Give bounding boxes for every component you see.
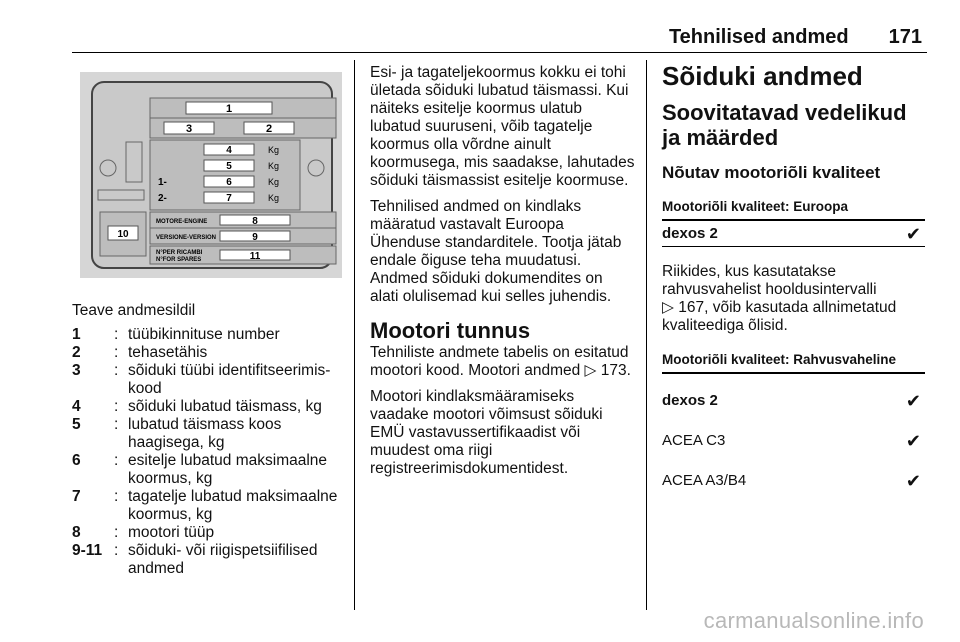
plate-unit: Kg	[268, 193, 280, 203]
link-page-167[interactable]: 167, võib kasutada allnimetatud kvaliteediga õlisid.	[662, 299, 897, 334]
heading-engine-id: Mootori tunnus	[370, 318, 531, 343]
plate-label-spares-2: N°FOR SPARES	[156, 257, 202, 263]
note-international-interval: Riikides, kus kasutatakse rahvusvahelist hooldusintervalli ▷ 167, võib kasutada allnimetatud kvaliteediga õlisid.	[662, 263, 897, 334]
identification-plate	[80, 72, 342, 278]
plate-label-spares-1: N°PER RICAMBI	[156, 250, 203, 256]
page-ref-icon: ▷	[584, 362, 597, 379]
header-title: Tehnilised andmed	[668, 26, 849, 48]
link-page-173[interactable]: 173.	[600, 362, 631, 379]
column-divider	[354, 60, 355, 610]
legend-item: 6 : esitelje lubatud maksimaalne koormus, kg	[72, 452, 328, 487]
legend-item: 2 : tehasetähis	[72, 344, 208, 361]
plate-field-7: 7	[226, 193, 232, 204]
paragraph-engine-determination: Mootori kindlaksmääramiseks vaadake mootori võimsust sõiduki EMÜ vastavussertifikaadist või muudest oma riigi registreerimisdokumentidest.	[370, 388, 603, 477]
plate-label-version: VERSIONE-VERSION	[156, 235, 217, 241]
table-row: dexos 2 ✔	[662, 391, 921, 411]
plate-field-10: 10	[117, 229, 129, 240]
legend-item: 1 : tüübikinnituse number	[72, 326, 280, 343]
column-divider	[646, 60, 647, 610]
plate-row7-prefix: 2-	[158, 193, 167, 204]
plate-label-engine: MOTORE-ENGINE	[156, 219, 208, 225]
plate-field-3: 3	[185, 123, 193, 135]
plate-unit: Kg	[268, 161, 280, 171]
legend-item: 3 : sõiduki tüübi identifitseerimis-kood	[72, 362, 331, 397]
figure-caption: Teave andmesildil	[72, 302, 196, 319]
column-left	[72, 62, 342, 578]
column-middle	[370, 64, 635, 486]
column-right	[662, 60, 925, 494]
legend-item: 7 : tagatelje lubatud maksimaalne koormus, kg	[72, 488, 338, 523]
paragraph-axle-load: Esi- ja tagateljekoormus kokku ei tohi ületada sõiduki lubatud täismassi. Kui näiteks esitelje koormus ulatub lubatud suuruseni, võib tagatelje koormus olla võrdne ainult koormusega, mis saadakse, lahutades sõiduki täismassist esitelje koormuse.	[370, 64, 635, 189]
check-icon: ✔	[905, 391, 921, 411]
page-header	[669, 26, 922, 49]
plate-legend	[72, 326, 342, 578]
page-number: 171	[888, 26, 922, 48]
legend-item: 4 : sõiduki lubatud täismass, kg	[72, 398, 322, 415]
identification-plate-figure	[80, 72, 342, 278]
watermark: carmanualsonline.info	[703, 608, 924, 633]
plate-field-11: 11	[249, 251, 261, 262]
plate-field-2: 2	[265, 123, 273, 135]
plate-field-4: 4	[226, 145, 232, 156]
table-europe-header: Mootoriõli kvaliteet: Euroopa	[662, 198, 925, 221]
plate-row6-prefix: 1-	[158, 177, 167, 188]
page-ref-icon: ▷	[662, 299, 674, 316]
table-row: dexos 2 ✔	[662, 221, 925, 247]
plate-field-5: 5	[226, 161, 232, 172]
table-row: ACEA C3 ✔	[662, 431, 921, 451]
legend-item: 5 : lubatud täismass koos haagisega, kg	[72, 416, 282, 451]
plate-field-9: 9	[252, 232, 258, 243]
table-row: ACEA A3/B4 ✔	[662, 471, 921, 491]
plate-unit: Kg	[268, 177, 280, 187]
table-international-header: Mootoriõli kvaliteet: Rahvusvaheline	[662, 351, 925, 374]
header-rule	[72, 52, 927, 53]
section-title: Sõiduki andmed	[662, 61, 863, 91]
check-icon: ✔	[905, 471, 921, 491]
subsection-title: Soovitatavad vedelikud ja määrded	[662, 100, 907, 150]
check-icon: ✔	[905, 431, 921, 451]
plate-unit: Kg	[268, 145, 280, 155]
legend-item: 8 : mootori tüüp	[72, 524, 215, 541]
paragraph-standards: Tehnilised andmed on kindlaks määratud vastavalt Euroopa Ühenduse standarditele. Tootja jätab endale õiguse teha muudatusi. Andmed sõiduki dokumendites on alati olulisemad kui selles juhendis.	[370, 198, 622, 305]
plate-field-6: 6	[226, 177, 232, 188]
check-icon: ✔	[905, 223, 921, 244]
plate-field-8: 8	[252, 216, 258, 227]
oil-quality-heading: Nõutav mootoriõli kvaliteet	[662, 163, 881, 182]
paragraph-engine-code: Tehniliste andmete tabelis on esitatud mootori kood. Mootori andmed ▷ 173.	[370, 344, 631, 379]
legend-item: 9-11 : sõiduki- või riigispetsiifilised andmed	[72, 542, 318, 577]
plate-field-1: 1	[225, 103, 233, 115]
